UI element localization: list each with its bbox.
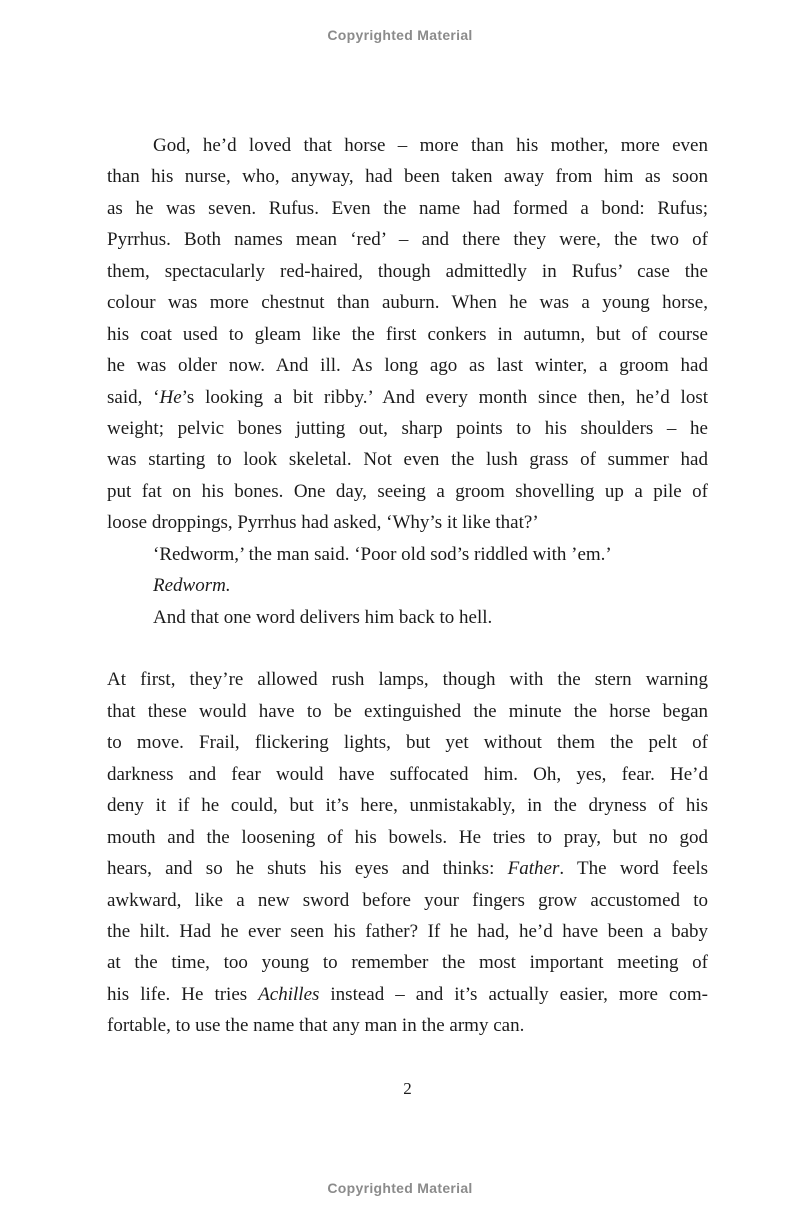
text-line: that these would have to be extinguished the minute the horse began xyxy=(107,700,708,722)
text-line: the hilt. Had he ever seen his father? If he had, he’d have been a baby xyxy=(107,920,708,942)
text-line: darkness and fear would have suffocated him. Oh, yes, fear. He’d xyxy=(107,763,708,785)
page-number: 2 xyxy=(403,1079,412,1098)
text-line: said, ‘He’s looking a bit ribby.’ And every month since then, he’d lost xyxy=(107,386,708,408)
text-line: them, spectacularly red-haired, though admittedly in Rufus’ case the xyxy=(107,260,708,282)
text-line: his life. He tries Achilles instead – and it’s actually easier, more com- xyxy=(107,983,708,1005)
text-line: weight; pelvic bones jutting out, sharp points to his shoulders – he xyxy=(107,417,708,439)
text-line: was starting to look skeletal. Not even the lush grass of summer had xyxy=(107,449,708,471)
text-line: loose droppings, Pyrrhus had asked, ‘Why’s it like that?’ xyxy=(107,512,539,534)
text-line: ‘Redworm,’ the man said. ‘Poor old sod’s riddled with ’em.’ xyxy=(153,543,612,565)
text-line: to move. Frail, flickering lights, but yet without them the pelt of xyxy=(107,732,708,754)
copyright-notice-top: Copyrighted Material xyxy=(327,27,473,43)
text-line: And that one word delivers him back to hell. xyxy=(153,606,493,628)
text-line: as he was seven. Rufus. Even the name had formed a bond: Rufus; xyxy=(107,197,708,219)
text-line: God, he’d loved that horse – more than his mother, more even xyxy=(153,135,708,156)
text-line: colour was more chestnut than auburn. When he was a young horse, xyxy=(107,292,708,314)
text-line: mouth and the loosening of his bowels. He tries to pray, but no god xyxy=(107,826,708,848)
text-line: hears, and so he shuts his eyes and thinks: Father. The word feels xyxy=(107,858,708,880)
text-line: he was older now. And ill. As long ago as last winter, a groom had xyxy=(107,355,708,377)
text-line: at the time, too young to remember the most important meeting of xyxy=(107,952,708,974)
paragraph-gap xyxy=(107,633,708,664)
text-line: put fat on his bones. One day, seeing a groom shovelling up a pile of xyxy=(107,480,708,502)
page-text xyxy=(107,130,708,1042)
text-line: At first, they’re allowed rush lamps, though with the stern warning xyxy=(107,669,708,691)
text-line: Pyrrhus. Both names mean ‘red’ – and there they were, the two of xyxy=(107,229,708,251)
text-line: than his nurse, who, anyway, had been taken away from him as soon xyxy=(107,166,708,188)
text-line: his coat used to gleam like the first conkers in autumn, but of course xyxy=(107,323,708,345)
copyright-notice-bottom: Copyrighted Material xyxy=(327,1180,473,1196)
text-line: awkward, like a new sword before your fingers grow accustomed to xyxy=(107,889,708,911)
text-line: deny it if he could, but it’s here, unmistakably, in the dryness of his xyxy=(107,795,708,817)
text-line: fortable, to use the name that any man in the army can. xyxy=(107,1015,525,1037)
text-line: Redworm. xyxy=(153,575,231,597)
